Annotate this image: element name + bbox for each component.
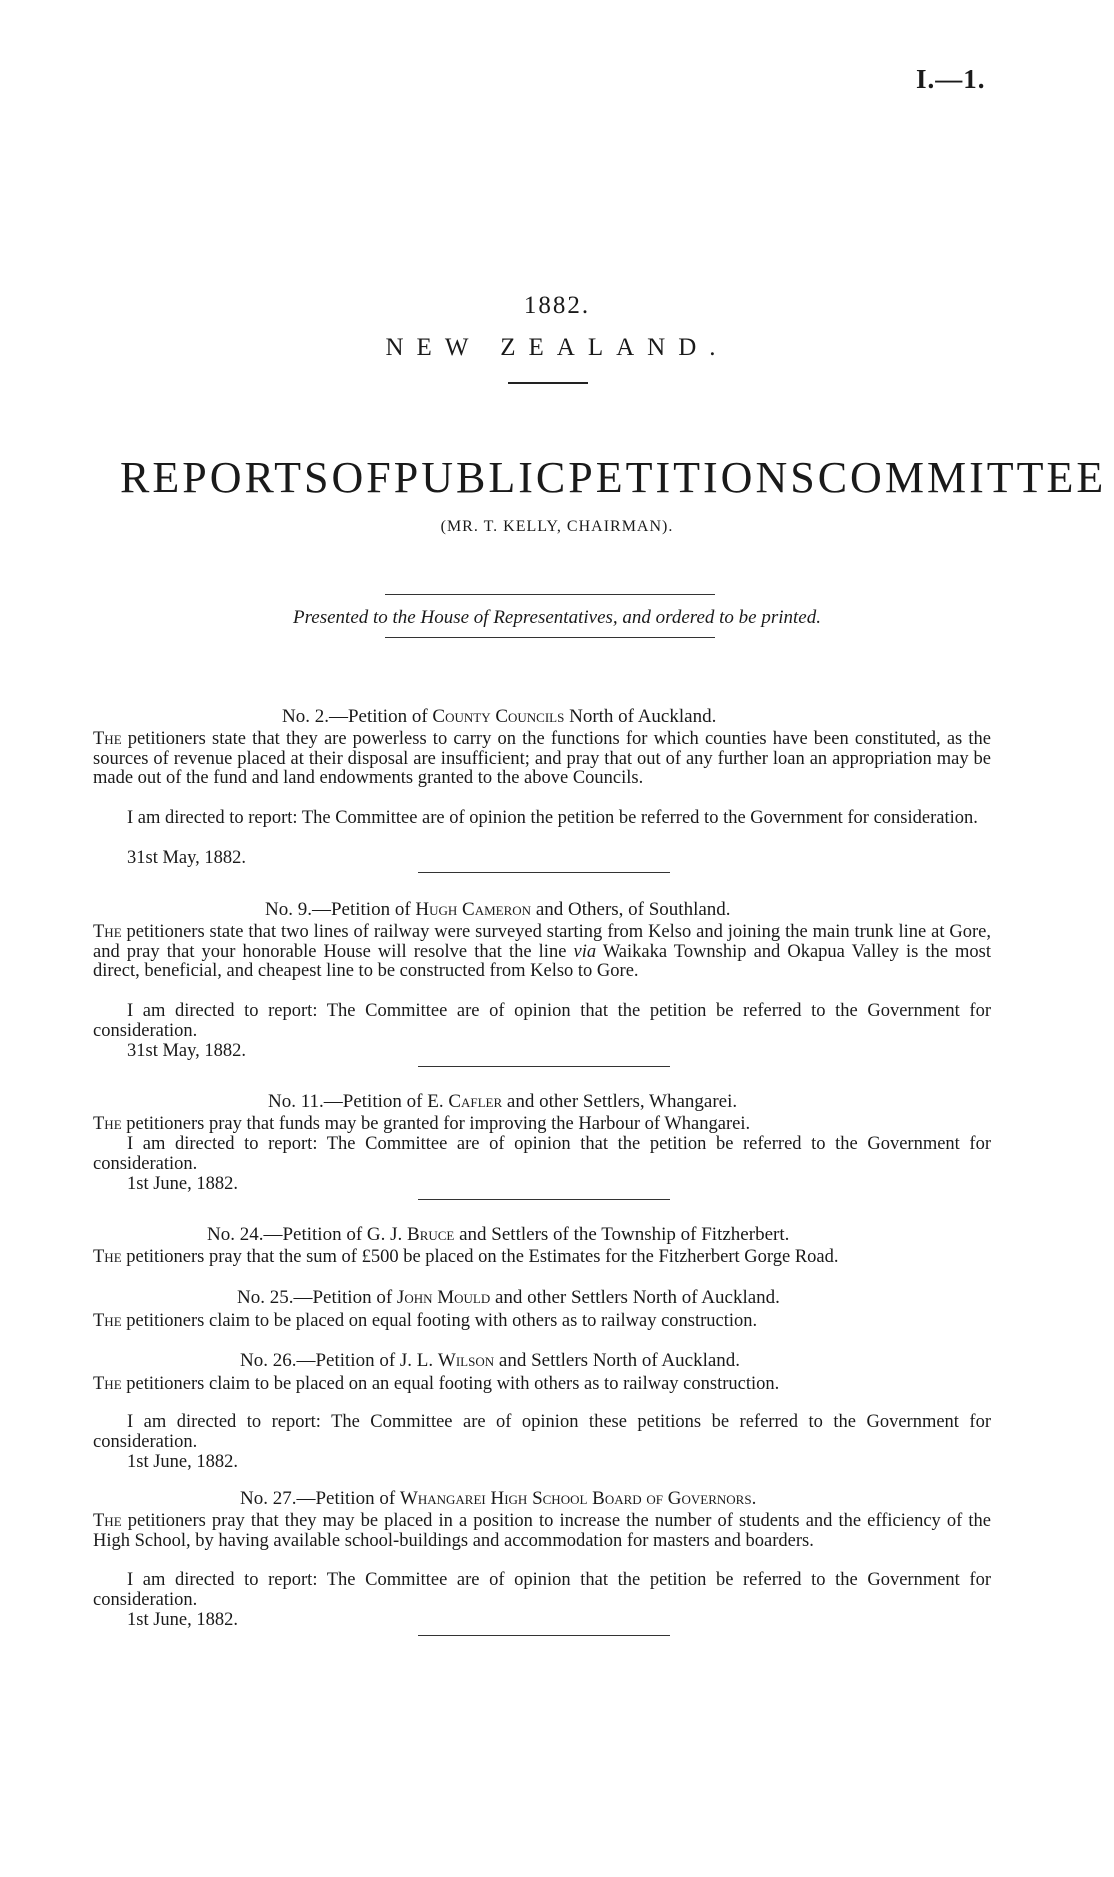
divider: [385, 594, 715, 595]
petitioner-name: John Mould: [396, 1287, 491, 1308]
report-text: I am directed to report: The Committee are of opinion that the petition be referred to the Government for consideration.: [93, 1570, 991, 1610]
divider: [418, 872, 670, 873]
petitioner-name: Hugh Cameron: [415, 899, 532, 920]
petitioner-name: Cafler: [448, 1091, 503, 1112]
report-date: 1st June, 1882.: [127, 1174, 238, 1194]
petition-heading: No. 9.—Petition of Hugh Cameron and Others, of Southland.: [265, 899, 731, 920]
petition-body: The petitioners claim to be placed on an equal footing with others as to railway construction.: [93, 1374, 780, 1394]
report-text: I am directed to report: The Committee are of opinion that the petition be referred to the Government for consideration.: [93, 1134, 991, 1174]
petitioner-name: Whangarei High School Board of Governors.: [399, 1488, 757, 1509]
petitioner-name: Bruce: [407, 1224, 455, 1245]
report-date: 31st May, 1882.: [127, 848, 247, 868]
petition-body: The petitioners state that two lines of railway were surveyed starting from Kelso and joining the main trunk line at Gore, and pray that your honorable House will resolve that the line via Waikaka Township and Okapua Valley is the most direct, beneficial, and cheapest line to be constructed from Kelso to Gore.: [93, 922, 991, 982]
document-year: 1882.: [523, 292, 591, 319]
title-word: OF: [331, 453, 394, 502]
chairman-subtitle: (MR. T. KELLY, CHAIRMAN).: [440, 518, 674, 535]
divider: [418, 1635, 670, 1636]
divider: [508, 382, 588, 384]
petition-body: The petitioners pray that they may be placed in a position to increase the number of students and the efficiency of the High School, by having available school-buildings and accommodation for masters and boarders.: [93, 1511, 991, 1551]
divider: [418, 1066, 670, 1067]
page-title: [120, 452, 1107, 503]
petitioner-name: County Councils: [432, 706, 565, 727]
divider: [385, 637, 715, 638]
petitioner-name: Wilson: [437, 1350, 495, 1371]
petition-heading: No. 2.—Petition of County Councils North of Auckland.: [282, 706, 717, 727]
report-date: 1st June, 1882.: [127, 1610, 238, 1630]
country-heading: NEW ZEALAND.: [385, 334, 729, 361]
petition-heading: No. 27.—Petition of Whangarei High School Board of Governors.: [240, 1488, 757, 1509]
petition-body: The petitioners claim to be placed on equal footing with others as to railway construction.: [93, 1311, 758, 1331]
report-date: 1st June, 1882.: [127, 1452, 238, 1472]
presented-note: Presented to the House of Representatives, and ordered to be printed.: [292, 607, 821, 628]
title-word: COMMITTEE: [817, 453, 1107, 502]
page-reference: I.—1.: [916, 64, 986, 94]
report-text: I am directed to report: The Committee are of opinion that the petition be referred to the Government for consideration.: [93, 1001, 991, 1041]
petition-heading: No. 25.—Petition of John Mould and other Settlers North of Auckland.: [237, 1287, 780, 1308]
petition-heading: No. 11.—Petition of E. Cafler and other Settlers, Whangarei.: [268, 1091, 738, 1112]
title-word: REPORTS: [120, 453, 332, 502]
petition-heading: No. 24.—Petition of G. J. Bruce and Settlers of the Township of Fitzherbert.: [207, 1224, 790, 1245]
petition-heading: No. 26.—Petition of J. L. Wilson and Settlers North of Auckland.: [240, 1350, 741, 1371]
petition-body: The petitioners pray that the sum of £500 be placed on the Estimates for the Fitzherbert Gorge Road.: [93, 1247, 839, 1267]
title-word: PUBLIC: [393, 453, 569, 502]
petition-body: The petitioners pray that funds may be granted for improving the Harbour of Whangarei.: [93, 1114, 751, 1134]
petition-body: The petitioners state that they are powerless to carry on the functions for which counties have been constituted, as the sources of revenue placed at their disposal are insufficient; and pray that out of any further loan an appropriation may be made out of the fund and land endowments granted to the above Councils.: [93, 729, 991, 789]
report-date: 31st May, 1882.: [127, 1041, 247, 1061]
report-text: I am directed to report: The Committee are of opinion the petition be referred to the Government for consideration.: [127, 808, 978, 828]
title-word: PETITIONS: [568, 453, 818, 502]
report-text: I am directed to report: The Committee are of opinion these petitions be referred to the Government for consideration.: [93, 1412, 991, 1452]
divider: [418, 1199, 670, 1200]
